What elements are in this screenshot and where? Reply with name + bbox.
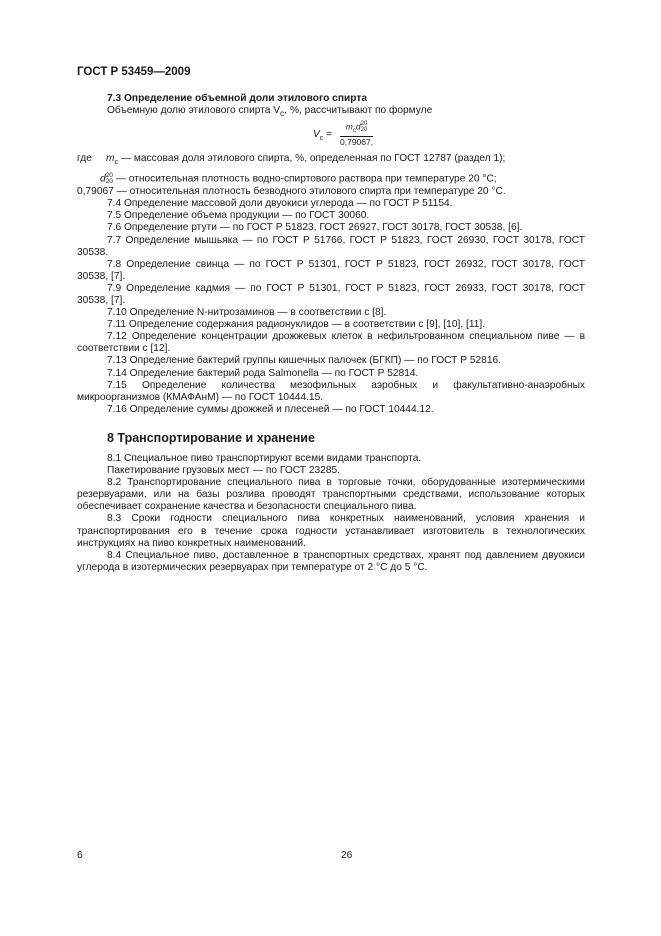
item-7-8: 7.8 Определение свинца — по ГОСТ Р 51301, ГОСТ Р 51823, ГОСТ 26932, ГОСТ 30178, ГОСТ 30538, [7].: [77, 258, 585, 282]
formula-vc: [77, 121, 585, 153]
item-7-10: 7.10 Определение N-нитрозаминов — в соответствии с [8].: [107, 307, 387, 319]
section-7-3-intro: Объемную долю этилового спирта $V_с$, %, рассчитывают по формуле: [107, 105, 433, 119]
document-body: [77, 93, 585, 574]
page-number-center: 26: [341, 850, 353, 861]
definition-d20: d 20 20 — относительная плотность водно-спиртового раствора при температуре 20 °С;: [100, 172, 497, 186]
para-8-1-packaging: Пакетирование грузовых мест — по ГОСТ 23285.: [107, 465, 340, 477]
item-7-13: 7.13 Определение бактерий группы кишечных палочек (БГКП) — по ГОСТ Р 52816.: [107, 355, 501, 367]
para-8-4: 8.4 Специальное пиво, доставленное в транспортных средствах, хранят под давлением двуокиси углерода в изотермических резервуарах при температуре от 2 °С до 5 °С.: [77, 549, 585, 573]
formula-denominator: 0,79067,: [340, 137, 374, 148]
item-7-6: 7.6 Определение ртути — по ГОСТ Р 51823, ГОСТ 26927, ГОСТ 30178, ГОСТ 30538, [6].: [107, 222, 523, 234]
item-7-14: 7.14 Определение бактерий рода Salmonella — по ГОСТ Р 52814.: [107, 367, 419, 379]
formula-lhs: $V_с$ =: [313, 129, 333, 143]
para-8-2: 8.2 Транспортирование специального пива в торговые точки, оборудованные изотермическими резервуарами, или на базы розлива проводят транспортными средствами, использование которых обеспечивает сохранение качества и безопасности специального пива.: [77, 477, 585, 513]
formula-fraction: [340, 121, 373, 148]
item-7-15: 7.15 Определение количества мезофильных аэробных и факультативно-анаэробных микроорганизмов (КМАФАнМ) — по ГОСТ 10444.15.: [77, 379, 585, 403]
item-7-5: 7.5 Определение объема продукции — по ГОСТ 30060.: [107, 210, 370, 222]
item-7-11: 7.11 Определение содержания радионуклидов — в соответствии с [9], [10], [11].: [107, 319, 486, 331]
page-number-left: 6: [77, 850, 83, 861]
definition-079067: 0,79067 — относительная плотность безводного этилового спирта при температуре 20 °С.: [77, 186, 506, 198]
item-7-9: 7.9 Определение кадмия — по ГОСТ Р 51301, ГОСТ Р 51823, ГОСТ 26933, ГОСТ 30178, ГОСТ 30538, [7].: [77, 282, 585, 306]
item-7-16: 7.16 Определение суммы дрожжей и плесеней — по ГОСТ 10444.12.: [107, 403, 434, 415]
item-7-12: 7.12 Определение концентрации дрожжевых клеток в нефильтрованном специальном пиве — в соответствии с [12].: [77, 331, 585, 355]
formula-numerator: $m_сd$ 20 20: [340, 121, 373, 137]
definition-mc: где $m_с$ — массовая доля этилового спирта, %, определенная по ГОСТ 12787 (раздел 1);: [77, 153, 506, 167]
section-7-3-title: 7.3 Определение объемной доли этилового спирта: [107, 93, 367, 104]
section-8-body: [77, 453, 585, 574]
item-7-4: 7.4 Определение массовой доли двуокиси углерода — по ГОСТ Р 51154.: [107, 198, 453, 210]
para-8-1: 8.1 Специальное пиво транспортируют всеми видами транспорта.: [107, 453, 422, 464]
standard-header: ГОСТ Р 53459—2009: [77, 66, 191, 78]
para-8-3: 8.3 Сроки годности специального пива конкретных наименований, условия хранения и транспортирования его в течение срока годности устанавливает изготовитель в технологических инструкциях на пиво конкретных наименований.: [77, 513, 585, 549]
item-7-7: 7.7 Определение мышьяка — по ГОСТ Р 51766, ГОСТ Р 51823, ГОСТ 26930, ГОСТ 30178, ГОСТ 30538.: [77, 234, 585, 258]
section-7-items: [77, 198, 585, 416]
section-8-title: 8 Транспортирование и хранение: [107, 430, 315, 445]
